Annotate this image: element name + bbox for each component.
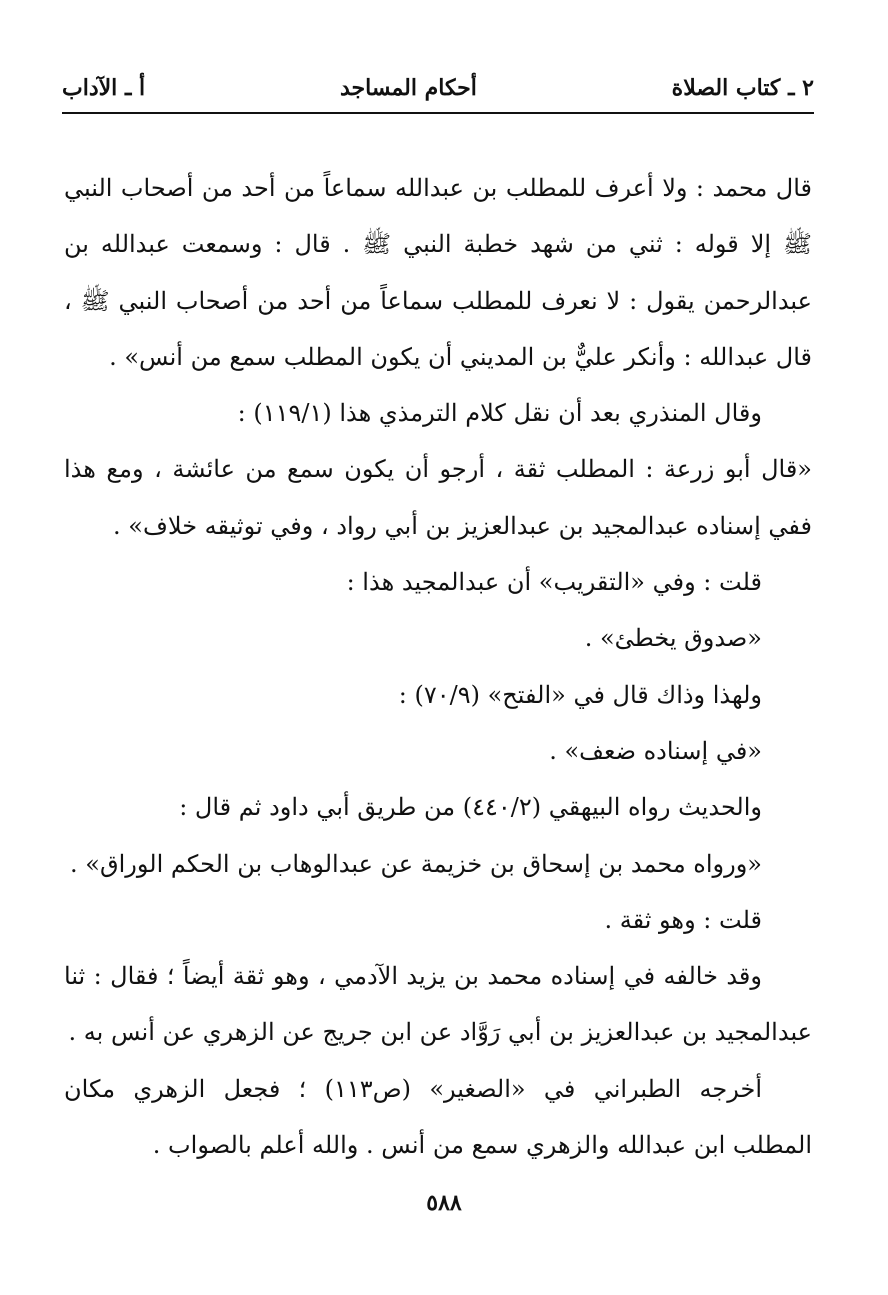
header-section: أحكام المساجد xyxy=(339,75,477,101)
paragraph-taqrib-note: قلت : وفي «التقريب» أن عبدالمجيد هذا : xyxy=(346,568,762,597)
paragraph-taqrib-quote: «صدوق يخطئ» . xyxy=(584,624,762,653)
header-subsection: أ ـ الآداب xyxy=(62,75,146,101)
header-chapter: ٢ ـ كتاب الصلاة xyxy=(671,75,814,101)
paragraph-tabarani-note: أخرجه الطبراني في «الصغير» (ص١١٣) ؛ فجعل الزهري مكان المطلب ابن عبدالله والزهري سمع من أنس . والله أعلم بالصواب . xyxy=(64,1074,812,1160)
paragraph-quote-continuation: قال محمد : ولا أعرف للمطلب بن عبدالله سماعاً من أحد من أصحاب النبي ﷺ إلا قوله : ثني من شهد خطبة النبي ﷺ . قال : وسمعت عبدالله بن عبدالرحمن يقول : لا نعرف للمطلب سماعاً من أحد من أصحاب النبي ﷺ ، قال عبدالله : وأنكر عليٌّ بن المديني أن يكون المطلب سمع من أنس» . xyxy=(64,174,813,371)
paragraph-bayhaqi-quote: «ورواه محمد بن إسحاق بن خزيمة عن عبدالوهاب بن الحكم الوراق» . xyxy=(70,849,762,878)
running-header xyxy=(62,66,814,110)
paragraph-thiqa-note: قلت : وهو ثقة . xyxy=(604,905,762,934)
page-number: ٥٨٨ xyxy=(426,1190,462,1216)
paragraph-fath-note: ولهذا وذاك قال في «الفتح» (٧٠/٩) : xyxy=(398,680,762,709)
paragraph-bayhaqi-note: والحديث رواه البيهقي (٤٤٠/٢) من طريق أبي داود ثم قال : xyxy=(179,793,762,822)
paragraph-fath-quote: «في إسناده ضعف» . xyxy=(549,736,762,765)
paragraph-mundhiri-intro: وقال المنذري بعد أن نقل كلام الترمذي هذا (١١٩/١) : xyxy=(237,399,762,428)
paragraph-abu-zura-quote: «قال أبو زرعة : المطلب ثقة ، أرجو أن يكون سمع من عائشة ، ومع هذا ففي إسناده عبدالمجيد بن عبدالعزيز بن أبي رواد ، وفي توثيقه خلاف» . xyxy=(64,455,812,540)
paragraph-adami-note: وقد خالفه في إسناده محمد بن يزيد الآدمي ، وهو ثقة أيضاً ؛ فقال : ثنا عبدالمجيد بن عبدالعزيز بن أبي رَوَّاد عن ابن جريج عن الزهري عن أنس به . xyxy=(64,962,812,1047)
header-rule xyxy=(62,112,814,114)
page-body xyxy=(64,160,812,1173)
